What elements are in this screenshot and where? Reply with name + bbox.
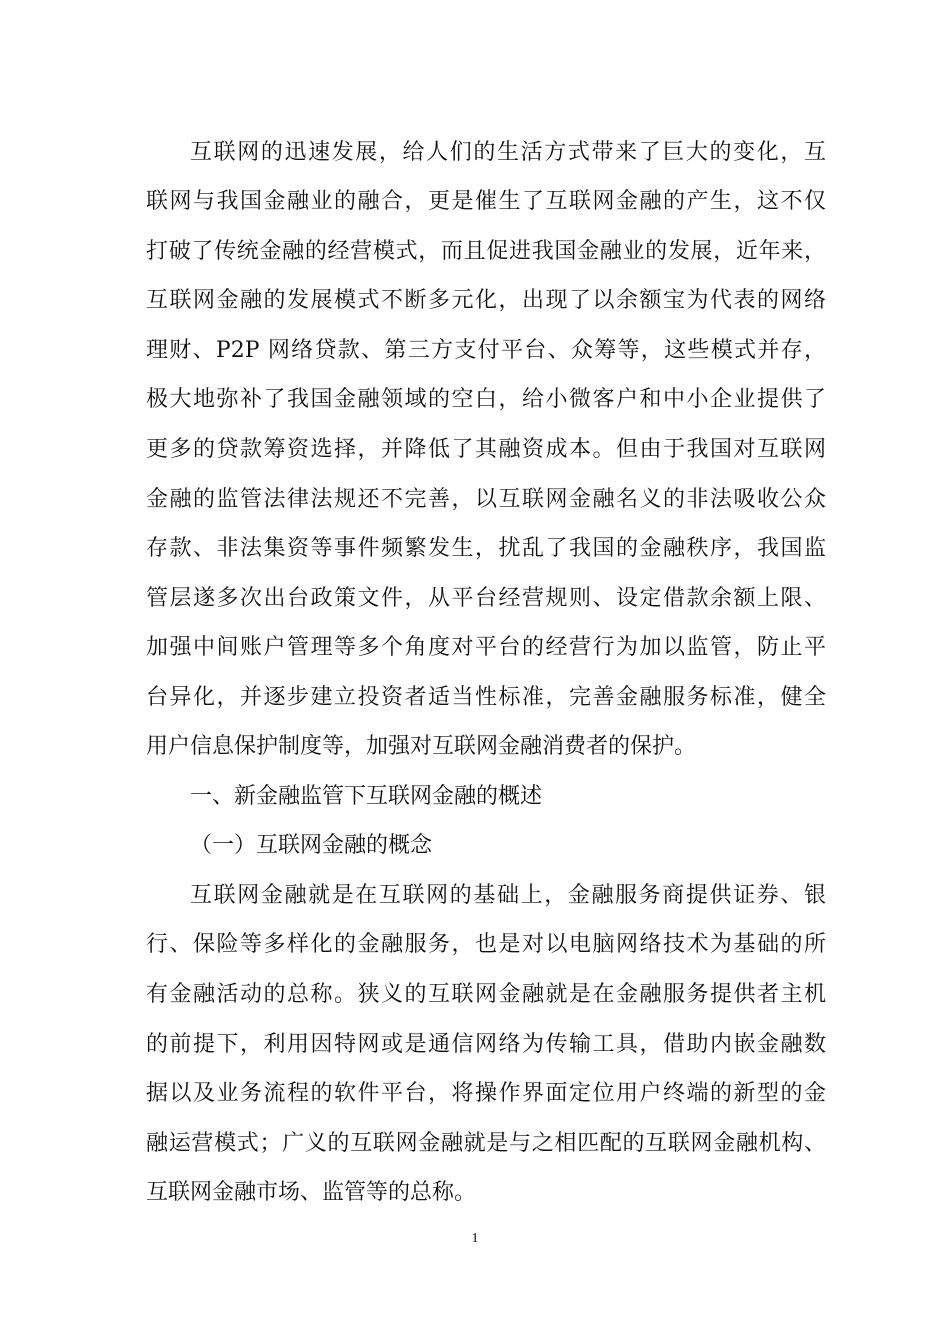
text-line: 的前提下，利用因特网或是通信网络为传输工具，借助内嵌金融数 xyxy=(146,1032,826,1057)
text-line: 互联网金融就是在互联网的基础上，金融服务商提供证券、银 xyxy=(190,883,826,908)
text-line: 融运营模式；广义的互联网金融就是与之相匹配的互联网金融机构、 xyxy=(146,1131,826,1156)
text-line: 互联网的迅速发展，给人们的生活方式带来了巨大的变化，互 xyxy=(190,140,826,165)
text-line: 有金融活动的总称。狭义的互联网金融就是在金融服务提供者主机 xyxy=(146,982,826,1007)
section-heading: 一、新金融监管下互联网金融的概述 xyxy=(190,784,543,809)
text-line: 互联网金融的发展模式不断多元化，出现了以余额宝为代表的网络 xyxy=(146,288,826,313)
text-line: 管层遂多次出台政策文件，从平台经营规则、设定借款余额上限、 xyxy=(146,586,826,611)
text-line: 金融的监管法律法规还不完善，以互联网金融名义的非法吸收公众 xyxy=(146,487,826,512)
text-line: 联网与我国金融业的融合，更是催生了互联网金融的产生，这不仅 xyxy=(146,189,826,214)
text-line: 据以及业务流程的软件平台，将操作界面定位用户终端的新型的金 xyxy=(146,1081,826,1106)
text-line: 存款、非法集资等事件频繁发生，扰乱了我国的金融秩序，我国监 xyxy=(146,536,826,561)
page-number: 1 xyxy=(471,1231,479,1246)
text-line: 行、保险等多样化的金融服务，也是对以电脑网络技术为基础的所 xyxy=(146,932,826,957)
text-line: 加强中间账户管理等多个角度对平台的经营行为加以监管，防止平 xyxy=(146,635,826,660)
text-line: 台异化，并逐步建立投资者适当性标准，完善金融服务标准，健全 xyxy=(146,685,826,710)
subsection-heading: （一）互联网金融的概念 xyxy=(190,833,433,858)
text-line: 极大地弥补了我国金融领域的空白，给小微客户和中小企业提供了 xyxy=(146,387,826,412)
text-line: 理财、P2P 网络贷款、第三方支付平台、众筹等，这些模式并存， xyxy=(146,338,826,363)
text-line: 打破了传统金融的经营模式，而且促进我国金融业的发展，近年来， xyxy=(146,239,826,264)
text-line: 更多的贷款筹资选择，并降低了其融资成本。但由于我国对互联网 xyxy=(146,437,826,462)
text-line: 用户信息保护制度等，加强对互联网金融消费者的保护。 xyxy=(146,734,697,759)
text-line: 互联网金融市场、监管等的总称。 xyxy=(146,1180,477,1205)
